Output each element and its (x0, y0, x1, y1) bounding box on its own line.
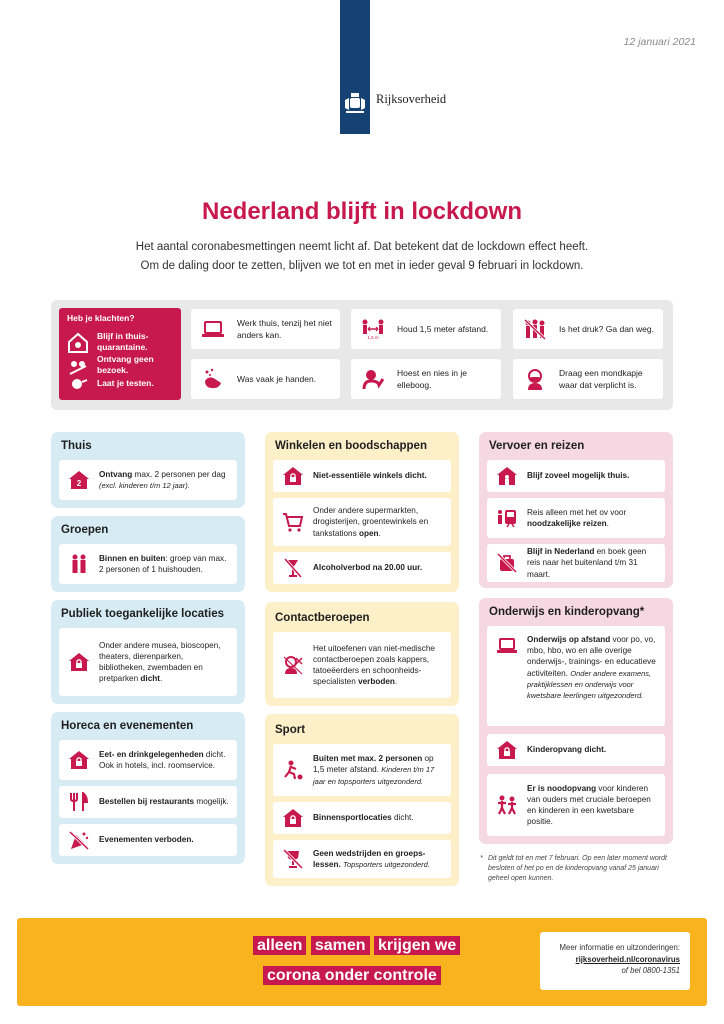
distance-icon (361, 317, 385, 341)
rule-italic: Kinderen t/m 17 jaar en topsporters uitgezonderd. (313, 765, 435, 786)
rule-bold: verboden (358, 677, 395, 687)
rule-rest: voor po, vo, mbo, hbo, wo en alle overige onderwijs-, trainings- en educatieve activiteiten. (527, 635, 656, 678)
rule-card (273, 802, 451, 834)
section-title: Sport (275, 724, 306, 736)
tip-text: Draag een mondkapje waar dat verplicht is. (559, 368, 643, 390)
info-phone: of bel 0800-1351 (621, 966, 680, 975)
rule-text (99, 824, 231, 856)
rule-bold: Ontvang (99, 469, 133, 479)
footnote-text: Dit geldt tot en met 7 februari. Op een later moment wordt besloten of het po en de kinderopvang vanaf 25 januari geheel open kunnen. (488, 855, 667, 882)
tip-text: Werk thuis, tenzij het niet anders kan. (237, 318, 332, 340)
rule-rest: max. 2 personen per dag (132, 469, 226, 479)
no-alcohol-icon (282, 558, 304, 578)
rule-rest: mogelijk. (194, 797, 229, 807)
rule-rest: : groep van max. 2 personen of 1 huishouden. (99, 553, 227, 574)
publication-date: 12 januari 2021 (623, 36, 696, 48)
rule-bold: Bestellen bij restaurants (99, 797, 195, 807)
rule-bold: Buiten met max. 2 personen (313, 754, 423, 764)
face-mask-icon (523, 367, 547, 391)
slogan-line-2 (263, 965, 441, 987)
rule-card (487, 544, 665, 582)
rule-pre: Reis alleen met het ov voor (527, 507, 627, 517)
complaints-line: Blijf in thuis- (97, 331, 149, 341)
section-thuis (51, 432, 245, 508)
section-title: Vervoer en reizen (489, 440, 585, 452)
tip-work-home (191, 309, 340, 349)
section-title: Publiek toegankelijke locaties (61, 608, 224, 620)
complaints-line: quarantaine. (97, 342, 148, 352)
section-sport (265, 714, 459, 886)
slogan-word: samen (311, 936, 370, 955)
footnote-marker: * (480, 855, 483, 862)
rule-rest: . (606, 519, 609, 528)
rule-card (273, 840, 451, 878)
slogan-word: alleen (253, 936, 306, 955)
tip-text: Hoest en nies in je elleboog. (397, 368, 467, 390)
rule-text (527, 626, 659, 726)
closed-building-icon (68, 652, 90, 672)
crowd-icon (523, 317, 547, 341)
no-travel-icon (496, 553, 518, 573)
rule-text (527, 498, 659, 538)
section-groepen (51, 516, 245, 592)
rule-bold: Geen wedstrijden en groeps-lessen. (313, 848, 426, 869)
info-line: Meer informatie en uitzonderingen: (559, 943, 680, 952)
no-events-icon (68, 830, 90, 850)
slogan-word: krijgen we (374, 936, 460, 955)
rule-card (487, 460, 665, 492)
intro-line: Om de daling door te zetten, blijven we tot en met in ieder geval 9 februari in lockdown. (140, 260, 584, 272)
laptop-icon (496, 636, 518, 656)
football-player-icon (282, 760, 304, 780)
rule-card (59, 824, 237, 856)
two-people-icon (68, 554, 90, 574)
section-title: Thuis (61, 440, 92, 452)
children-icon (496, 795, 518, 815)
rule-card (273, 460, 451, 492)
complaints-line: Laat je testen. (97, 378, 154, 388)
info-link[interactable]: rijksoverheid.nl/coronavirus (575, 954, 680, 964)
rule-pre: Onder andere musea, bioscopen, theaters, dierenparken, bibliotheken, zwembaden en pretparken (99, 640, 221, 684)
rule-rest: op 1,5 meter afstand. (313, 754, 434, 775)
brand-name: Rijksoverheid (376, 92, 447, 106)
rule-card (59, 786, 237, 818)
rule-text (313, 840, 445, 878)
rule-text (527, 774, 659, 836)
rule-rest: . (159, 674, 163, 684)
rule-card (273, 552, 451, 584)
section-title: Groepen (61, 524, 109, 536)
rule-card (59, 544, 237, 584)
stay-home-icon (496, 466, 518, 486)
rule-text (313, 744, 445, 796)
slogan-word: corona onder controle (263, 966, 441, 985)
section-onderwijs (479, 598, 673, 844)
footnote (480, 854, 676, 884)
rule-card (273, 632, 451, 698)
rule-text (527, 544, 659, 582)
complaints-line: Ontvang geen (97, 354, 154, 364)
tip-text: Was vaak je handen. (237, 374, 317, 384)
section-vervoer (479, 432, 673, 588)
shopping-cart-icon (282, 512, 304, 532)
rule-italic: (excl. kinderen t/m 12 jaar). (99, 481, 190, 490)
rule-card (487, 734, 665, 766)
rule-text (527, 460, 659, 492)
intro-line: Het aantal coronabesmettingen neemt licht af. Dat betekent dat de lockdown effect heeft. (135, 241, 589, 253)
section-horeca (51, 712, 245, 864)
rule-text (313, 552, 445, 584)
rijksoverheid-logo (340, 0, 370, 134)
rule-text (99, 786, 231, 818)
distance-label: 1,5 m (367, 335, 379, 340)
complaints-title: Heb je klachten? (67, 313, 135, 323)
rule-card (487, 626, 665, 726)
rule-bold: Eet- en drinkgelegenheden (99, 749, 204, 759)
rule-card (273, 744, 451, 796)
rule-bold: Niet-essentiële winkels dicht. (313, 471, 427, 481)
rule-text (313, 498, 445, 546)
rule-bold: noodzakelijke reizen (527, 519, 607, 528)
quarantine-icon (67, 330, 89, 394)
rule-rest: dicht. Ook in hotels, incl. roomservice. (99, 749, 226, 770)
slogan-line-1 (253, 935, 460, 957)
rule-italic: Topsporters uitgezonderd. (343, 860, 430, 869)
rule-bold: Blijf zoveel mogelijk thuis. (527, 471, 630, 481)
house-icon (68, 470, 90, 490)
rule-bold: dicht (140, 674, 160, 684)
closed-sport-location-icon (282, 808, 304, 828)
section-publiek (51, 600, 245, 704)
section-title: Winkelen en boodschappen (275, 440, 427, 452)
tip-distance (351, 309, 501, 349)
section-title: Contactberoepen (275, 612, 370, 624)
rule-text (99, 740, 231, 780)
cough-elbow-icon (361, 367, 385, 391)
page-title: Nederland blijft in lockdown (201, 198, 522, 225)
rule-rest: voor kinderen van ouders met cruciale beroepen en kinderen in een kwetsbare positie. (527, 783, 651, 827)
rule-rest: dicht. (391, 813, 414, 823)
complaints-box (59, 308, 181, 400)
intro-text (0, 238, 724, 276)
rule-rest: en boek geen reis naar het buitenland t/m 31 maart. (527, 547, 647, 579)
rule-bold: Blijf in Nederland (527, 547, 595, 557)
no-trophy-icon (282, 849, 304, 869)
rule-rest: . (378, 528, 381, 538)
rule-text (313, 460, 445, 492)
tip-mask (513, 359, 663, 399)
section-contactberoepen (265, 602, 459, 706)
rule-text (313, 802, 445, 834)
rule-italic: Onder andere examens, praktijklessen en onderwijs voor kwetsbare leerlingen uitgezonderd. (527, 668, 652, 701)
rule-text (99, 460, 231, 500)
rule-pre: Het uitoefenen van niet-medische contactberoepen zoals kappers, tatoeëerders en schoonheids-specialisten (313, 643, 435, 687)
rule-card (59, 460, 237, 500)
rule-bold: Er is noodopvang (527, 783, 597, 793)
rule-text (99, 544, 231, 584)
rule-bold: open (358, 528, 379, 538)
rule-text (313, 632, 445, 698)
section-winkelen (265, 432, 459, 592)
rule-bold: Alcoholverbod na 20.00 uur. (313, 563, 423, 573)
rule-card (487, 774, 665, 836)
tip-text: Is het druk? Ga dan weg. (559, 324, 654, 334)
closed-building-icon (68, 750, 90, 770)
rule-card (273, 498, 451, 546)
closed-childcare-icon (496, 740, 518, 760)
rule-bold: Evenementen verboden. (99, 835, 194, 845)
rule-text (527, 734, 659, 766)
cutlery-icon (68, 792, 90, 812)
rule-bold: Onderwijs op afstand (527, 635, 611, 644)
hand-wash-icon (201, 367, 225, 391)
section-title: Horeca en evenementen (61, 720, 194, 732)
rule-text (99, 628, 231, 696)
tip-wash-hands (191, 359, 340, 399)
info-box (540, 932, 690, 990)
rule-card (59, 740, 237, 780)
rule-card (487, 498, 665, 538)
rule-bold: Binnensportlocaties (313, 813, 392, 823)
house-count-badge: 2 (76, 479, 82, 488)
public-transport-icon (496, 508, 518, 528)
hairdresser-icon (282, 655, 304, 675)
section-title: Onderwijs en kinderopvang* (489, 606, 645, 618)
coat-of-arms-icon (343, 90, 367, 116)
tip-crowd (513, 309, 663, 349)
tip-text: Houd 1,5 meter afstand. (397, 324, 489, 334)
complaints-line: bezoek. (97, 365, 129, 375)
rule-pre: Onder andere supermarkten, drogisterijen, groentewinkels en tankstations (313, 506, 429, 538)
rule-rest: . (394, 677, 398, 687)
tip-cough (351, 359, 501, 399)
closed-shop-icon (282, 466, 304, 486)
rule-card (59, 628, 237, 696)
laptop-icon (201, 317, 225, 341)
rule-bold: Binnen en buiten (99, 553, 166, 563)
rule-bold: Kinderopvang dicht. (527, 745, 607, 755)
